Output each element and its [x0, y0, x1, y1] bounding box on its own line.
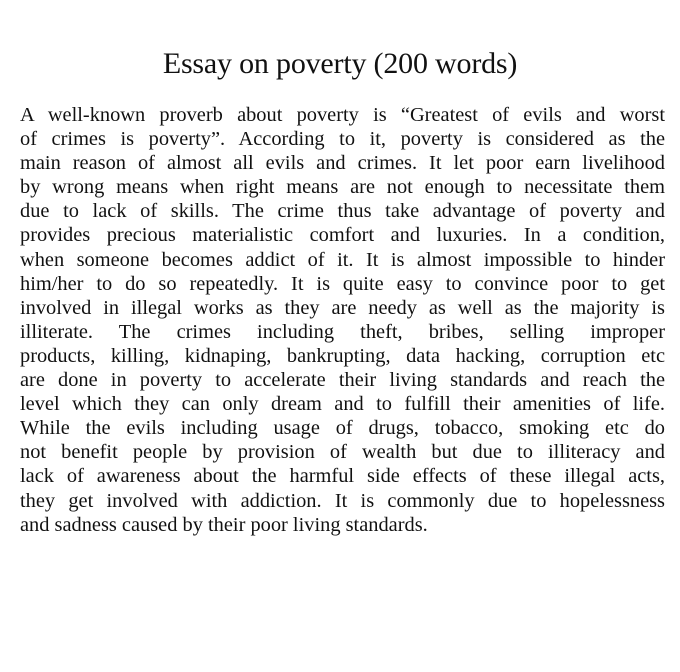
paragraph-line: illiterate. The crimes including theft, bribes, selling improper: [20, 320, 665, 343]
paragraph-line: While the evils including usage of drugs, tobacco, smoking etc do: [20, 417, 665, 440]
paragraph-line: not benefit people by provision of wealth but due to illiteracy and: [20, 441, 665, 464]
paragraph-line: of crimes is poverty”. According to it, poverty is considered as the: [20, 128, 665, 151]
paragraph-line: main reason of almost all evils and crimes. It let poor earn livelihood: [20, 152, 665, 175]
paragraph-line: by wrong means when right means are not enough to necessitate them: [20, 176, 665, 199]
paragraph-line: him/her to do so repeatedly. It is quite easy to convince poor to get: [20, 272, 665, 295]
paragraph-line: level which they can only dream and to fulfill their amenities of life.: [20, 393, 665, 416]
paragraph-line-last: and sadness caused by their poor living standards.: [20, 513, 428, 536]
paragraph-line: products, killing, kidnaping, bankrupting, data hacking, corruption etc: [20, 344, 665, 367]
paragraph-line: when someone becomes addict of it. It is almost impossible to hinder: [20, 248, 665, 271]
paragraph-line: provides precious materialistic comfort and luxuries. In a condition,: [20, 224, 665, 247]
paragraph-line: are done in poverty to accelerate their living standards and reach the: [20, 369, 665, 392]
paragraph-line: lack of awareness about the harmful side effects of these illegal acts,: [20, 465, 665, 488]
paragraph-line: A well-known proverb about poverty is “Greatest of evils and worst: [20, 104, 665, 126]
essay-paragraph: [20, 103, 665, 537]
paragraph-line: they get involved with addiction. It is commonly due to hopelessness: [20, 489, 665, 512]
paragraph-line: due to lack of skills. The crime thus take advantage of poverty and: [20, 200, 665, 223]
paragraph-line: involved in illegal works as they are needy as well as the majority is: [20, 296, 665, 319]
essay-title: Essay on poverty (200 words): [162, 47, 518, 80]
